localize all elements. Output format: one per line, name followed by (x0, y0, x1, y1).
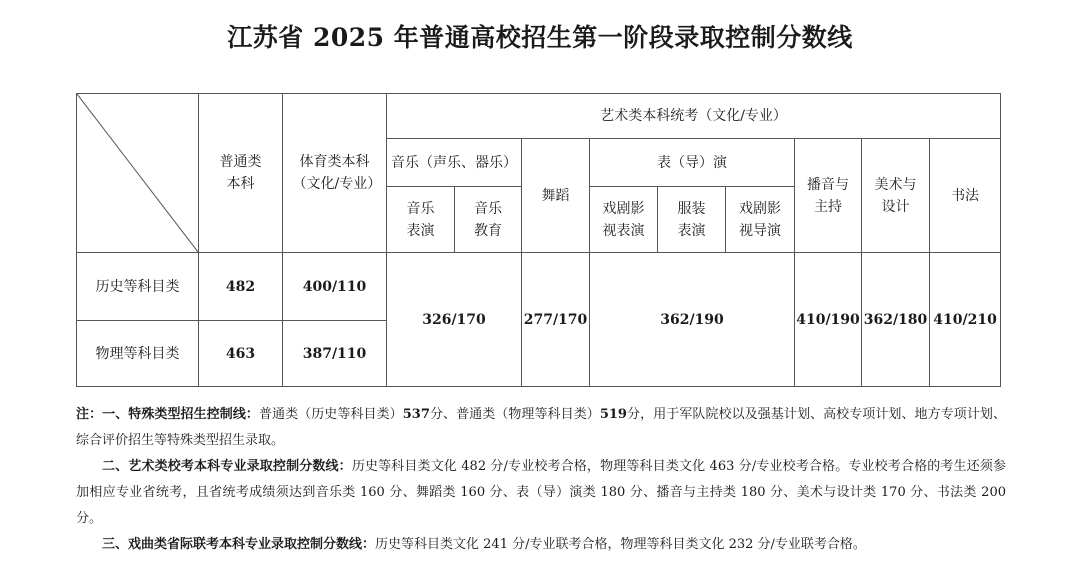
header-art: 艺术类本科统考（文化/专业） (387, 94, 1001, 139)
perform-score: 362/190 (590, 253, 795, 387)
note-2: 二、艺术类校考本科专业录取控制分数线：历史等科目类文化 482 分/专业校考合格，物理等科目类文化 463 分/专业校考合格。专业校考合格的考生还须参加相应专业省统考，且省统考成绩须达到音乐类 160 分、舞蹈类 160 分、表（导）演类 180 分、播音与主持类 180 分、美术与设计类 170 分、书法类 200 分。 (76, 459, 1006, 526)
page-title: 江苏省 2025 年普通高校招生第一阶段录取控制分数线 (227, 23, 853, 52)
header-drama-act: 戏剧影视表演 (590, 187, 658, 253)
broadcast-score: 410/190 (795, 253, 862, 387)
music-score: 326/170 (387, 253, 522, 387)
table-row (77, 253, 1001, 321)
note-1: 注：一、特殊类型招生控制线：普通类（历史等科目类）537分、普通类（物理等科目类）519分，用于军队院校以及强基计划、高校专项计划、地方专项计划、综合评价招生等特殊类型招生录取。 (76, 407, 1006, 448)
header-music: 音乐（声乐、器乐） (387, 139, 522, 187)
row-label: 物理等科目类 (77, 321, 199, 387)
header-music-edu: 音乐教育 (455, 187, 522, 253)
header-perform: 表（导）演 (590, 139, 795, 187)
header-dance: 舞蹈 (522, 139, 590, 253)
header-finearts: 美术与设计 (862, 139, 930, 253)
header-music-perf: 音乐表演 (387, 187, 455, 253)
score-table (76, 93, 1001, 387)
row-label: 历史等科目类 (77, 253, 199, 321)
dance-score: 277/170 (522, 253, 590, 387)
finearts-score: 362/180 (862, 253, 930, 387)
header-costume: 服装表演 (658, 187, 726, 253)
calligraphy-score: 410/210 (930, 253, 1001, 387)
diagonal-line (77, 94, 198, 252)
sports-score: 387/110 (283, 321, 387, 387)
sports-score: 400/110 (283, 253, 387, 321)
header-broadcast: 播音与主持 (795, 139, 862, 253)
header-calligraphy: 书法 (930, 139, 1001, 253)
general-score: 463 (199, 321, 283, 387)
note-3: 三、戏曲类省际联考本科专业录取控制分数线：历史等科目类文化 241 分/专业联考合格，物理等科目类文化 232 分/专业联考合格。 (102, 537, 866, 552)
header-general: 普通类本科 (199, 94, 283, 253)
general-score: 482 (199, 253, 283, 321)
notes (76, 402, 1006, 558)
header-sports: 体育类本科（文化/专业） (283, 94, 387, 253)
corner-cell (77, 94, 199, 253)
header-drama-dir: 戏剧影视导演 (726, 187, 795, 253)
